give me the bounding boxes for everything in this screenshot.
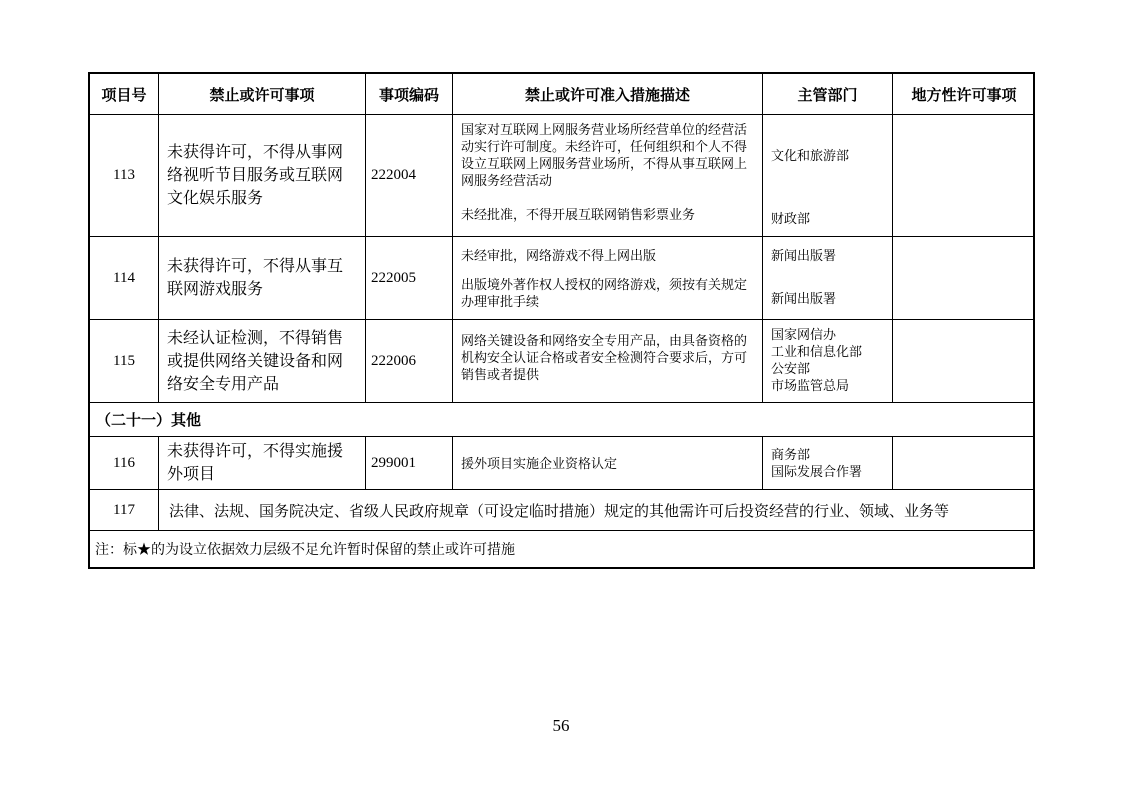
table-header-row (90, 74, 1033, 115)
row-item-text: 未获得许可，不得实施援外项目 (167, 443, 344, 483)
table-row (90, 320, 1033, 403)
row-descriptions (453, 320, 763, 402)
row-item-text: 未获得许可，不得从事网络视听节目服务或互联网文化娱乐服务 (167, 144, 344, 207)
description-paragraph: 未经审批，网络游戏不得上网出版 (461, 248, 657, 263)
row-code: 222006 (366, 320, 453, 402)
header-item-code: 事项编码 (366, 74, 453, 114)
department: 工业和信息化部 (771, 344, 863, 359)
department: 国家网信办 (771, 327, 837, 342)
row-code: 299001 (366, 437, 453, 489)
department: 新闻出版署 (771, 291, 837, 306)
page-number: 56 (552, 716, 570, 735)
table-row (90, 237, 1033, 320)
header-measure-description: 禁止或许可准入措施描述 (453, 74, 763, 114)
description-paragraph: 未经批准，不得开展互联网销售彩票业务 (461, 207, 696, 222)
local-permit-cell (893, 437, 1035, 489)
section-header-title: （二十一）其他 (96, 413, 202, 429)
department: 商务部 (771, 447, 811, 462)
row-departments (763, 237, 893, 319)
row-item-text: 未获得许可，不得从事互联网游戏服务 (167, 258, 344, 298)
row-id: 116 (90, 437, 159, 489)
row-item-text: 未经认证检测，不得销售或提供网络关键设备和网络安全专用产品 (167, 329, 344, 393)
row-departments (763, 115, 893, 236)
header-competent-department: 主管部门 (763, 74, 893, 114)
row-code: 222005 (366, 237, 453, 319)
row-item (159, 237, 366, 319)
row-merged-text: 法律、法规、国务院决定、省级人民政府规章（可设定临时措施）规定的其他需许可后投资经营的行业、领域、业务等 (169, 503, 950, 520)
description-paragraph: 援外项目实施企业资格认定 (461, 455, 618, 471)
table-row (90, 437, 1033, 490)
department: 国际发展合作署 (771, 464, 863, 479)
section-header-row (90, 403, 1033, 437)
row-descriptions (453, 437, 763, 489)
department: 公安部 (771, 361, 811, 376)
description-paragraph: 国家对互联网上网服务营业场所经营单位的经营活动实行许可制度。未经许可，任何组织和个人不得设立互联网上网服务营业场所，不得从事互联网上网服务经营活动 (461, 122, 748, 188)
department: 新闻出版署 (771, 248, 837, 263)
table-row-merged (90, 490, 1033, 531)
header-project-number: 项目号 (90, 74, 159, 114)
table-row (90, 115, 1033, 237)
table-note-text: 注：标★的为设立依据效力层级不足允许暂时保留的禁止或许可措施 (95, 543, 515, 558)
row-departments (763, 437, 893, 489)
row-code: 222004 (366, 115, 453, 236)
department: 文化和旅游部 (771, 148, 850, 163)
row-descriptions (453, 237, 763, 319)
department: 市场监管总局 (771, 378, 850, 393)
local-permit-cell (893, 115, 1035, 236)
row-departments (763, 320, 893, 402)
row-id: 115 (90, 320, 159, 402)
local-permit-cell (893, 320, 1035, 402)
local-permit-cell (893, 237, 1035, 319)
row-item (159, 437, 366, 489)
row-descriptions (453, 115, 763, 236)
row-item (159, 320, 366, 402)
department: 财政部 (771, 211, 811, 226)
table-note-row (90, 531, 1033, 567)
row-id: 114 (90, 237, 159, 319)
row-id: 117 (90, 490, 159, 530)
row-id: 113 (90, 115, 159, 236)
row-item (159, 115, 366, 236)
permit-items-table (88, 72, 1035, 569)
description-paragraph: 网络关键设备和网络安全专用产品，由具备资格的机构安全认证合格或者安全检测符合要求后，方可销售或者提供 (461, 333, 748, 382)
header-local-permit-item: 地方性许可事项 (911, 87, 1017, 104)
description-paragraph: 出版境外著作权人授权的网络游戏，须按有关规定办理审批手续 (461, 277, 748, 309)
header-prohibited-permitted-item: 禁止或许可事项 (159, 74, 366, 114)
